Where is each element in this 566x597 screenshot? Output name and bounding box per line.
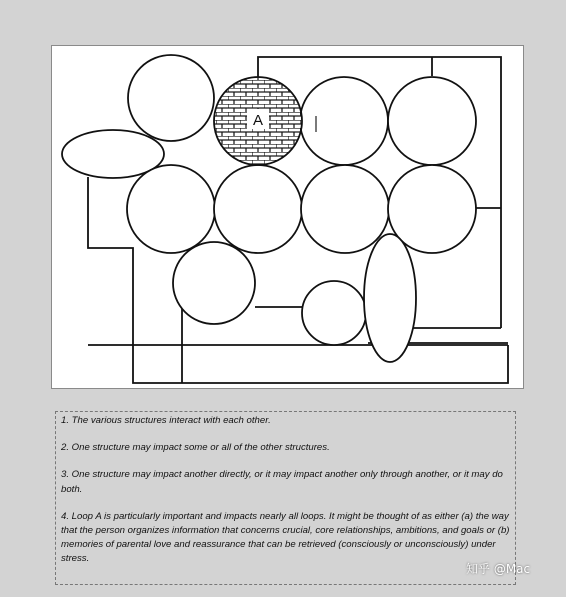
structure-circle-top-4 bbox=[388, 77, 476, 165]
structure-circle-mid-3 bbox=[301, 165, 389, 253]
notes-box bbox=[55, 411, 516, 585]
note-1: 1. The various structures interact with each other. bbox=[61, 415, 271, 426]
structure-circle-bottom-small bbox=[302, 281, 366, 345]
structure-circle-top-3 bbox=[300, 77, 388, 165]
note-3: 3. One structure may impact another directly, or it may impact another only through another, or it may do both. bbox=[61, 469, 503, 495]
note-4: 4. Loop A is particularly important and impacts nearly all loops. It might be thought of as either (a) the way that the person organizes information that concerns crucial, core relationships, ambitions, and goals or (b) memories of parental love and reassurance that can be retrieved (consciously or unconsciously) under stress. bbox=[61, 510, 510, 565]
loop-a-label: A bbox=[252, 112, 264, 129]
structure-circle-mid-1 bbox=[127, 165, 215, 253]
structure-circle-top-left bbox=[128, 55, 214, 141]
note-2: 2. One structure may impact some or all of the other structures. bbox=[61, 442, 330, 454]
structure-circle-bottom-left bbox=[173, 242, 255, 324]
watermark: 知乎 @Mac bbox=[466, 562, 531, 576]
structure-ellipse-tall bbox=[364, 234, 416, 362]
structure-circle-mid-2 bbox=[214, 165, 302, 253]
